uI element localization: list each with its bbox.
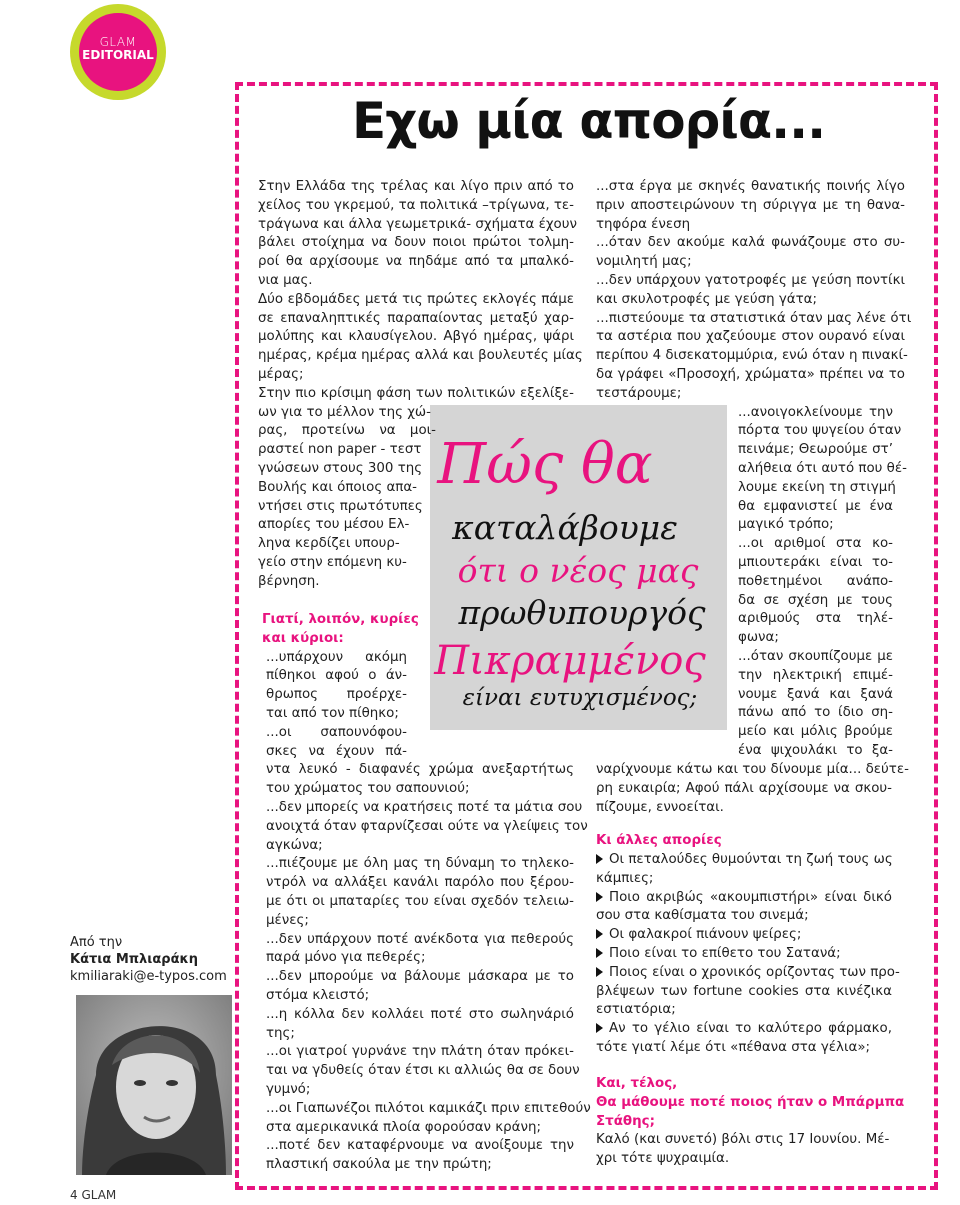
col1-intro — [258, 178, 583, 404]
author-photo — [76, 995, 232, 1175]
col2-narrow-line — [738, 498, 893, 517]
pull-quote-line2: καταλάβουμε — [452, 508, 678, 547]
col2-bullet-line-text: Ποιο είναι το επίθετο του Σατανά; — [609, 945, 841, 961]
col2-narrow-line-text: ...οι αριθμοί στα κο- — [738, 536, 893, 552]
col2-bullet-line-text: κάμπιες; — [596, 870, 654, 886]
col1-bottom-line — [266, 818, 588, 837]
col2-heading2-line2: Θα μάθουμε ποτέ ποιος ήταν ο Μπάρμπα — [596, 1094, 905, 1110]
col1-intro-line — [258, 366, 574, 385]
col1-intro-line — [258, 310, 574, 329]
byline-name: Κάτια Μπλιαράκη — [70, 952, 198, 967]
col1-bottom-line-text: με ότι οι μπαταρίες του είναι σχεδόν τελειω- — [266, 893, 574, 909]
col2-heading — [596, 832, 892, 851]
col1-bottom-line — [266, 987, 574, 1006]
col1-bottom-line — [266, 1137, 574, 1156]
col1-bottom-line — [266, 1100, 591, 1119]
col2-bullet-line-text: Αν το γέλιο είναι το καλύτερο φάρμακο, — [609, 1021, 892, 1037]
col1-intro-line — [258, 328, 574, 347]
bullet-arrow-icon — [596, 967, 603, 977]
col2-narrow-line — [738, 516, 893, 535]
col1-narrow — [258, 404, 436, 592]
col1-narrow2-line — [266, 649, 407, 668]
col1-bottom-line — [266, 874, 574, 893]
col1-bottom-line — [266, 1156, 574, 1175]
bullet-arrow-icon — [596, 948, 603, 958]
col1-bottom-line — [266, 1006, 574, 1025]
col2-narrow-line-text: δα σε σχέση με τους — [738, 592, 893, 608]
col2-mid-line-text: ναρίχνουμε κάτω και του δίνουμε μία... δεύτε- — [596, 762, 909, 778]
col1-intro-line — [258, 253, 574, 272]
col1-narrow2-line-text: πίθηκοι αφού ο άν- — [266, 668, 407, 684]
col1-bottom-line-text: μένες; — [266, 912, 309, 928]
col1-bottom-line-text: ...πιέζουμε με όλη μας τη δύναμη το τηλεκο- — [266, 856, 574, 872]
col2-narrow-line-text: αριθμούς στα τηλέ- — [738, 611, 893, 627]
col2-top-line-text: τα αστέρια που χαζεύουμε στον ουρανό είναι — [596, 329, 905, 345]
bullet-arrow-icon — [596, 892, 603, 902]
col2-end — [596, 1131, 890, 1169]
col1-narrow-line-text: ντήσει στις πρωτότυπες — [258, 498, 423, 514]
col1-intro-line-text: Δύο εβδομάδες μετά τις πρώτες εκλογές πάμε — [258, 291, 574, 307]
col1-narrow-line — [258, 479, 436, 498]
col2-top-line — [596, 310, 912, 329]
col1-intro-line-text: βάλει στοίχημα να δουν ποιοι πρώτοι τολμη- — [258, 235, 574, 251]
col1-narrow-line-text: γνώσεων στους 300 της — [258, 460, 423, 476]
col2-narrow-line — [738, 704, 893, 723]
pull-quote-line4: πρωθυπουργός — [458, 593, 706, 632]
col1-narrow2-line-text: ...υπάρχουν ακόμη — [266, 649, 407, 665]
col1-intro-line-text: σε επαναληπτικές παραπαίοντας μεταξύ χαρ- — [258, 310, 574, 326]
bullet-arrow-icon — [596, 1023, 603, 1033]
col2-top-line-text: τεστάρουμε; — [596, 385, 682, 401]
col2-narrow-line-text: ...όταν σκουπίζουμε με — [738, 648, 893, 664]
col1-intro-line-text: χείλος του γκρεμού, τα πολιτικά –τρίγωνα, τε- — [258, 197, 574, 213]
col1-bottom-line-text: αγκώνα; — [266, 837, 323, 853]
col1-bottom-line — [266, 780, 574, 799]
col2-bullet-line — [596, 851, 892, 870]
col2-narrow-line — [738, 667, 893, 686]
col2-narrow-line — [738, 573, 893, 592]
col1-bottom-line-text: στα αμερικανικά πλοία φορούσαν κράνη; — [266, 1119, 541, 1135]
col2-narrow-line — [738, 592, 893, 611]
col2-top — [596, 178, 912, 404]
col2-mid-line — [596, 780, 892, 799]
col1-bottom-line — [266, 1081, 574, 1100]
col2-mid-line-text: ρη ευκαιρία; Αφού πάλι αρχίσουμε να σκου- — [596, 781, 892, 797]
col1-bottom-line — [266, 1119, 574, 1138]
col1-intro-line — [258, 347, 583, 366]
col1-bottom-line-text: ντα λευκό - διαφανές χρώμα ανεξαρτήτως — [266, 762, 574, 778]
byline — [70, 934, 227, 985]
badge-line1: GLAM — [99, 35, 137, 49]
col1-bottom-line-text: ...δεν υπάρχουν ποτέ ανέκδοτα για πεθερούς — [266, 931, 574, 947]
col1-bottom-line-text: ...οι γιατροί γυρνάνε την πλάτη όταν πρόκει- — [266, 1044, 574, 1060]
col2-narrow-line-text: πόρτα του ψυγείου όταν — [738, 423, 902, 439]
col2-narrow-line-text: αλήθεια ότι αυτό που θέ- — [738, 460, 907, 476]
col1-narrow-line — [258, 460, 436, 479]
col2-top-line-text: ...όταν δεν ακούμε καλά φωνάζουμε στο συ- — [596, 235, 905, 251]
col1-narrow2-line — [266, 667, 407, 686]
col2-top-line — [596, 385, 905, 404]
col2-narrow-line-text: την ηλεκτρική επιμέ- — [738, 667, 893, 683]
col2-narrow-line-text: πάνω από το ίδιο ση- — [738, 705, 893, 721]
col1-narrow-line — [258, 441, 436, 460]
headline: Εχω μία απορία... — [352, 92, 826, 150]
col2-narrow-line-text: νουμε ξανά και ξανά — [738, 686, 893, 702]
col2-narrow-line-text: μείο και μόλις βρούμε — [738, 724, 893, 740]
col1-intro-line — [258, 272, 574, 291]
col1-narrow2-line-text: ...οι σαπουνόφου- — [266, 724, 407, 740]
col2-top-line-text: ...δεν υπάρχουν γατοτροφές με γεύση ποντίκι — [596, 272, 905, 288]
col1-narrow-line — [258, 516, 436, 535]
col1-bottom-line — [266, 912, 574, 931]
col2-narrow — [738, 404, 907, 761]
col2-top-line-text: τηφόρα ένεση — [596, 216, 691, 232]
col2-narrow-line-text: ένα ψιχουλάκι το ξα- — [738, 742, 893, 758]
col2-top-line-text: περίπου 4 δισεκατομμύρια, ενώ όταν η πινακί- — [596, 348, 908, 364]
col1-narrow2 — [266, 649, 407, 762]
col1-narrow2-line-text: σκες να έχουν πά- — [266, 743, 407, 759]
col1-bottom-line — [266, 855, 574, 874]
col2-top-line-text: πριν αποστειρώνουν τη σύριγγα με τη θανα- — [596, 197, 905, 213]
col1-bottom-line-text: της; — [266, 1025, 295, 1041]
col1-intro-line — [258, 234, 574, 253]
col1-heading-line2: και κύριοι: — [262, 630, 344, 646]
col2-heading2-line1: Και, τέλος, — [596, 1076, 678, 1091]
col2-top-line-text: ...πιστεύουμε τα στατιστικά όταν μας λένε ότι — [596, 310, 912, 326]
col2-bullet-line-text: τότε γιατί λέμε ότι «πέθανα στα γέλια»; — [596, 1039, 871, 1055]
col1-intro-line-text: νια μας. — [258, 272, 313, 288]
col1-narrow-line-text: Βουλής και όποιος απα- — [258, 479, 417, 495]
col1-intro-line-text: μολύπης και κλαυσίγελου. Αβγό ημέρας, ψάρι — [258, 329, 574, 345]
col2-narrow-line-text: μπιουτεράκι είναι το- — [738, 554, 893, 570]
col2-narrow-line — [738, 554, 893, 573]
col2-narrow-line — [738, 441, 893, 460]
col2-bullet-line — [596, 889, 892, 908]
col1-bottom-line — [266, 837, 574, 856]
col1-narrow-line — [258, 422, 436, 441]
col1-intro-line — [258, 216, 577, 235]
col2-narrow-line — [738, 460, 907, 479]
col1-intro-line — [258, 291, 574, 310]
col2-narrow-line — [738, 648, 893, 667]
col1-bottom-line-text: γυμνό; — [266, 1081, 311, 1097]
col1-narrow2-line-text: ται από τον πίθηκο; — [266, 705, 399, 721]
col1-narrow-line-text: απορίες του μέσου Ελ- — [258, 517, 410, 533]
col1-bottom-line-text: ται να γδυθείς όταν έτσι κι αλλιώς θα σε δουν — [266, 1063, 580, 1079]
badge-line2: EDITORIAL — [82, 48, 154, 62]
col2-top-line — [596, 178, 905, 197]
col1-bottom-line-text: ντρόλ να αλλάξει κανάλι παρόλο που ξέρου- — [266, 875, 574, 891]
col1-narrow2-line-text: θρωπος προέρχε- — [266, 687, 407, 703]
col1-bottom-line-text: ...ποτέ δεν καταφέρνουμε να ανοίξουμε την — [266, 1138, 574, 1154]
col2-top-line — [596, 234, 905, 253]
col2-bullet-line-text: Οι φαλακροί πιάνουν ψείρες; — [609, 927, 802, 943]
col2-bullet-line — [596, 870, 892, 889]
pull-quote-line6: είναι ευτυχισμένος; — [462, 685, 698, 711]
col1-narrow-line — [258, 498, 436, 517]
col1-bottom-line — [266, 949, 574, 968]
col1-intro-line — [258, 385, 574, 404]
col2-bullet-line-text: Ποιο ακριβώς «ακουμπιστήρι» είναι δικό — [609, 889, 892, 905]
col1-intro-line-text: Στην πιο κρίσιμη φάση των πολιτικών εξελίξε- — [258, 385, 574, 401]
col1-bottom-line-text: ...δεν μπορούμε να βάλουμε μάσκαρα με το — [266, 969, 574, 985]
col1-bottom-line — [266, 968, 574, 987]
col2-narrow-line — [738, 404, 893, 423]
col2-top-line — [596, 291, 905, 310]
col2-top-line — [596, 366, 905, 385]
col2-mid — [596, 761, 909, 817]
col2-end-line — [596, 1131, 890, 1150]
col2-top-line-text: δα γράφει «Προσοχή, χρώματα» πρέπει να το — [596, 366, 905, 382]
col2-bullet-line — [596, 907, 892, 926]
col1-bottom-line — [266, 1043, 574, 1062]
col1-heading-line1: Γιατί, λοιπόν, κυρίες — [262, 612, 419, 627]
col2-narrow-line — [738, 535, 893, 554]
col2-end-line-text: Καλό (και συνετό) βόλι στις 17 Ιουνίου. Μέ- — [596, 1132, 890, 1148]
col2-narrow-line-text: θα εμφανιστεί με ένα — [738, 498, 893, 514]
col1-narrow-line — [258, 535, 436, 554]
col2-narrow-line — [738, 629, 893, 648]
col2-bullet-line — [596, 1001, 892, 1020]
col1-bottom-line-text: στόμα κλειστό; — [266, 987, 370, 1003]
byline-email: kmiliaraki@e-typos.com — [70, 969, 227, 984]
col1-intro-line-text: ημέρας, κρέμα ημέρας αλλά και βουλευτές μίας — [258, 348, 583, 364]
pull-quote-line1: Πώς θα — [437, 432, 653, 497]
col1-bottom-line — [266, 761, 574, 780]
col2-bullet-line — [596, 964, 900, 983]
col1-bottom-line-text: ...δεν μπορείς να κρατήσεις ποτέ τα μάτια σου — [266, 799, 583, 815]
col1-narrow-line-text: ων για το μέλλον της χώ- — [258, 404, 431, 420]
page-number: 4 GLAM — [70, 1188, 117, 1202]
col1-intro-line-text: Στην Ελλάδα της τρέλας και λίγο πριν από το — [258, 179, 574, 194]
col1-bottom-line — [266, 1025, 574, 1044]
col2-narrow-line-text: πεινάμε; Θεωρούμε στ’ — [738, 442, 893, 458]
col1-intro-line — [258, 178, 574, 197]
col2-heading2-line3: Στάθης; — [596, 1113, 655, 1129]
col1-narrow-line-text: γείο στην επόμενη κυ- — [258, 554, 407, 570]
bullet-arrow-icon — [596, 929, 603, 939]
col1-narrow-line — [258, 554, 436, 573]
col1-heading — [262, 611, 422, 649]
col2-bullet-line-text: Ποιος είναι ο χρονικός ορίζοντας των προ- — [609, 964, 900, 980]
col2-top-line — [596, 347, 908, 366]
col2-narrow-line — [738, 686, 893, 705]
col1-bottom — [266, 761, 591, 1175]
col2-mid-line — [596, 799, 892, 818]
col2-top-line — [596, 328, 905, 347]
col1-bottom-line-text: ανοιχτά όταν φταρνίζεσαι ούτε να γλείψεις τον — [266, 818, 588, 834]
col2-top-line-text: ...στα έργα με σκηνές θανατικής ποινής λίγο — [596, 179, 905, 194]
pull-quote-line3: ότι ο νέος μας — [457, 551, 699, 590]
col2-bullet-line-text: εστιατόρια; — [596, 1002, 676, 1018]
col1-bottom-line-text: πλαστική σακούλα με την πρώτη; — [266, 1157, 492, 1173]
col1-bottom-line — [266, 931, 574, 950]
col2-top-line — [596, 272, 905, 291]
col2-narrow-line-text: ...ανοιγοκλείνουμε την — [738, 404, 893, 420]
col1-narrow-line-text: ληνα κερδίζει υπουρ- — [258, 536, 400, 552]
col1-intro-line-text: ροί θα αρχίσουμε να πηδάμε από τα μπαλκό- — [258, 254, 574, 270]
col1-intro-line-text: τράγωνα και άλλα γεωμετρικά- σχήματα έχουν — [258, 216, 577, 232]
col2-bullets — [596, 851, 900, 1058]
col1-narrow2-line — [266, 743, 407, 762]
col2-bullet-line — [596, 1039, 892, 1058]
col2-narrow-line — [738, 610, 893, 629]
col1-intro-line — [258, 197, 574, 216]
col1-bottom-line-text: ...η κόλλα δεν κολλάει ποτέ στο σωληνάριό — [266, 1006, 574, 1022]
col1-bottom-line — [266, 1062, 580, 1081]
col2-narrow-line — [738, 723, 893, 742]
col2-narrow-line — [738, 742, 893, 761]
col2-bullet-line — [596, 983, 892, 1002]
bullet-arrow-icon — [596, 854, 603, 864]
col2-heading-text: Κι άλλες απορίες — [596, 833, 722, 848]
col2-narrow-line-text: ποθετημένοι ανάπο- — [738, 573, 893, 589]
col1-narrow-line — [258, 573, 436, 592]
col2-top-line — [596, 253, 905, 272]
col2-bullet-line — [596, 1020, 892, 1039]
col2-mid-line — [596, 761, 909, 780]
col1-narrow-line — [258, 404, 436, 423]
col2-top-line — [596, 216, 905, 235]
col2-top-line-text: νομιλητή μας; — [596, 254, 692, 270]
col2-narrow-line — [738, 479, 896, 498]
col2-end-line — [596, 1150, 884, 1169]
col2-top-line — [596, 197, 905, 216]
col1-narrow-line-text: ρας, προτείνω να μοι- — [258, 423, 436, 439]
col1-bottom-line — [266, 893, 574, 912]
col1-narrow2-line — [266, 705, 407, 724]
col2-narrow-line-text: λουμε εκείνη τη στιγμή — [738, 479, 896, 495]
col2-bullet-line-text: σου στα καθίσματα του σινεμά; — [596, 908, 809, 924]
col1-bottom-line — [266, 799, 583, 818]
col1-bottom-line-text: του χρώματος του σαπουνιού; — [266, 781, 470, 797]
col2-narrow-line-text: φωνα; — [738, 630, 779, 646]
glam-editorial-badge — [70, 4, 166, 100]
byline-prefix: Από την — [70, 935, 123, 950]
col2-heading2 — [596, 1075, 905, 1131]
col1-narrow-line-text: βέρνηση. — [258, 573, 320, 589]
col1-narrow-line-text: ραστεί non paper - τεστ — [258, 442, 422, 458]
pull-quote-line5: Πικραμμένος — [434, 638, 706, 684]
col1-bottom-line-text: ...οι Γιαπωνέζοι πιλότοι καμικάζι πριν επιτεθούν — [266, 1100, 591, 1116]
col2-top-line-text: και σκυλοτροφές με γεύση γάτα; — [596, 291, 817, 307]
col2-mid-line-text: πίζουμε, εννοείται. — [596, 799, 724, 815]
col2-bullet-line — [596, 945, 892, 964]
col1-narrow2-line — [266, 724, 407, 743]
col2-end-line-text: χρι τότε ψυχραιμία. — [596, 1151, 730, 1167]
col2-bullet-line — [596, 926, 892, 945]
col2-bullet-line-text: Οι πεταλούδες θυμούνται τη ζωή τους ως — [609, 852, 893, 867]
col2-bullet-line-text: βλέψεων των fortune cookies στα κινέζικα — [596, 983, 892, 999]
col1-bottom-line-text: παρά μόνο για πεθερές; — [266, 950, 426, 966]
col2-narrow-line — [738, 422, 902, 441]
col2-narrow-line-text: μαγικό τρόπο; — [738, 517, 834, 533]
col1-narrow2-line — [266, 686, 407, 705]
col1-intro-line-text: μέρας; — [258, 366, 304, 382]
